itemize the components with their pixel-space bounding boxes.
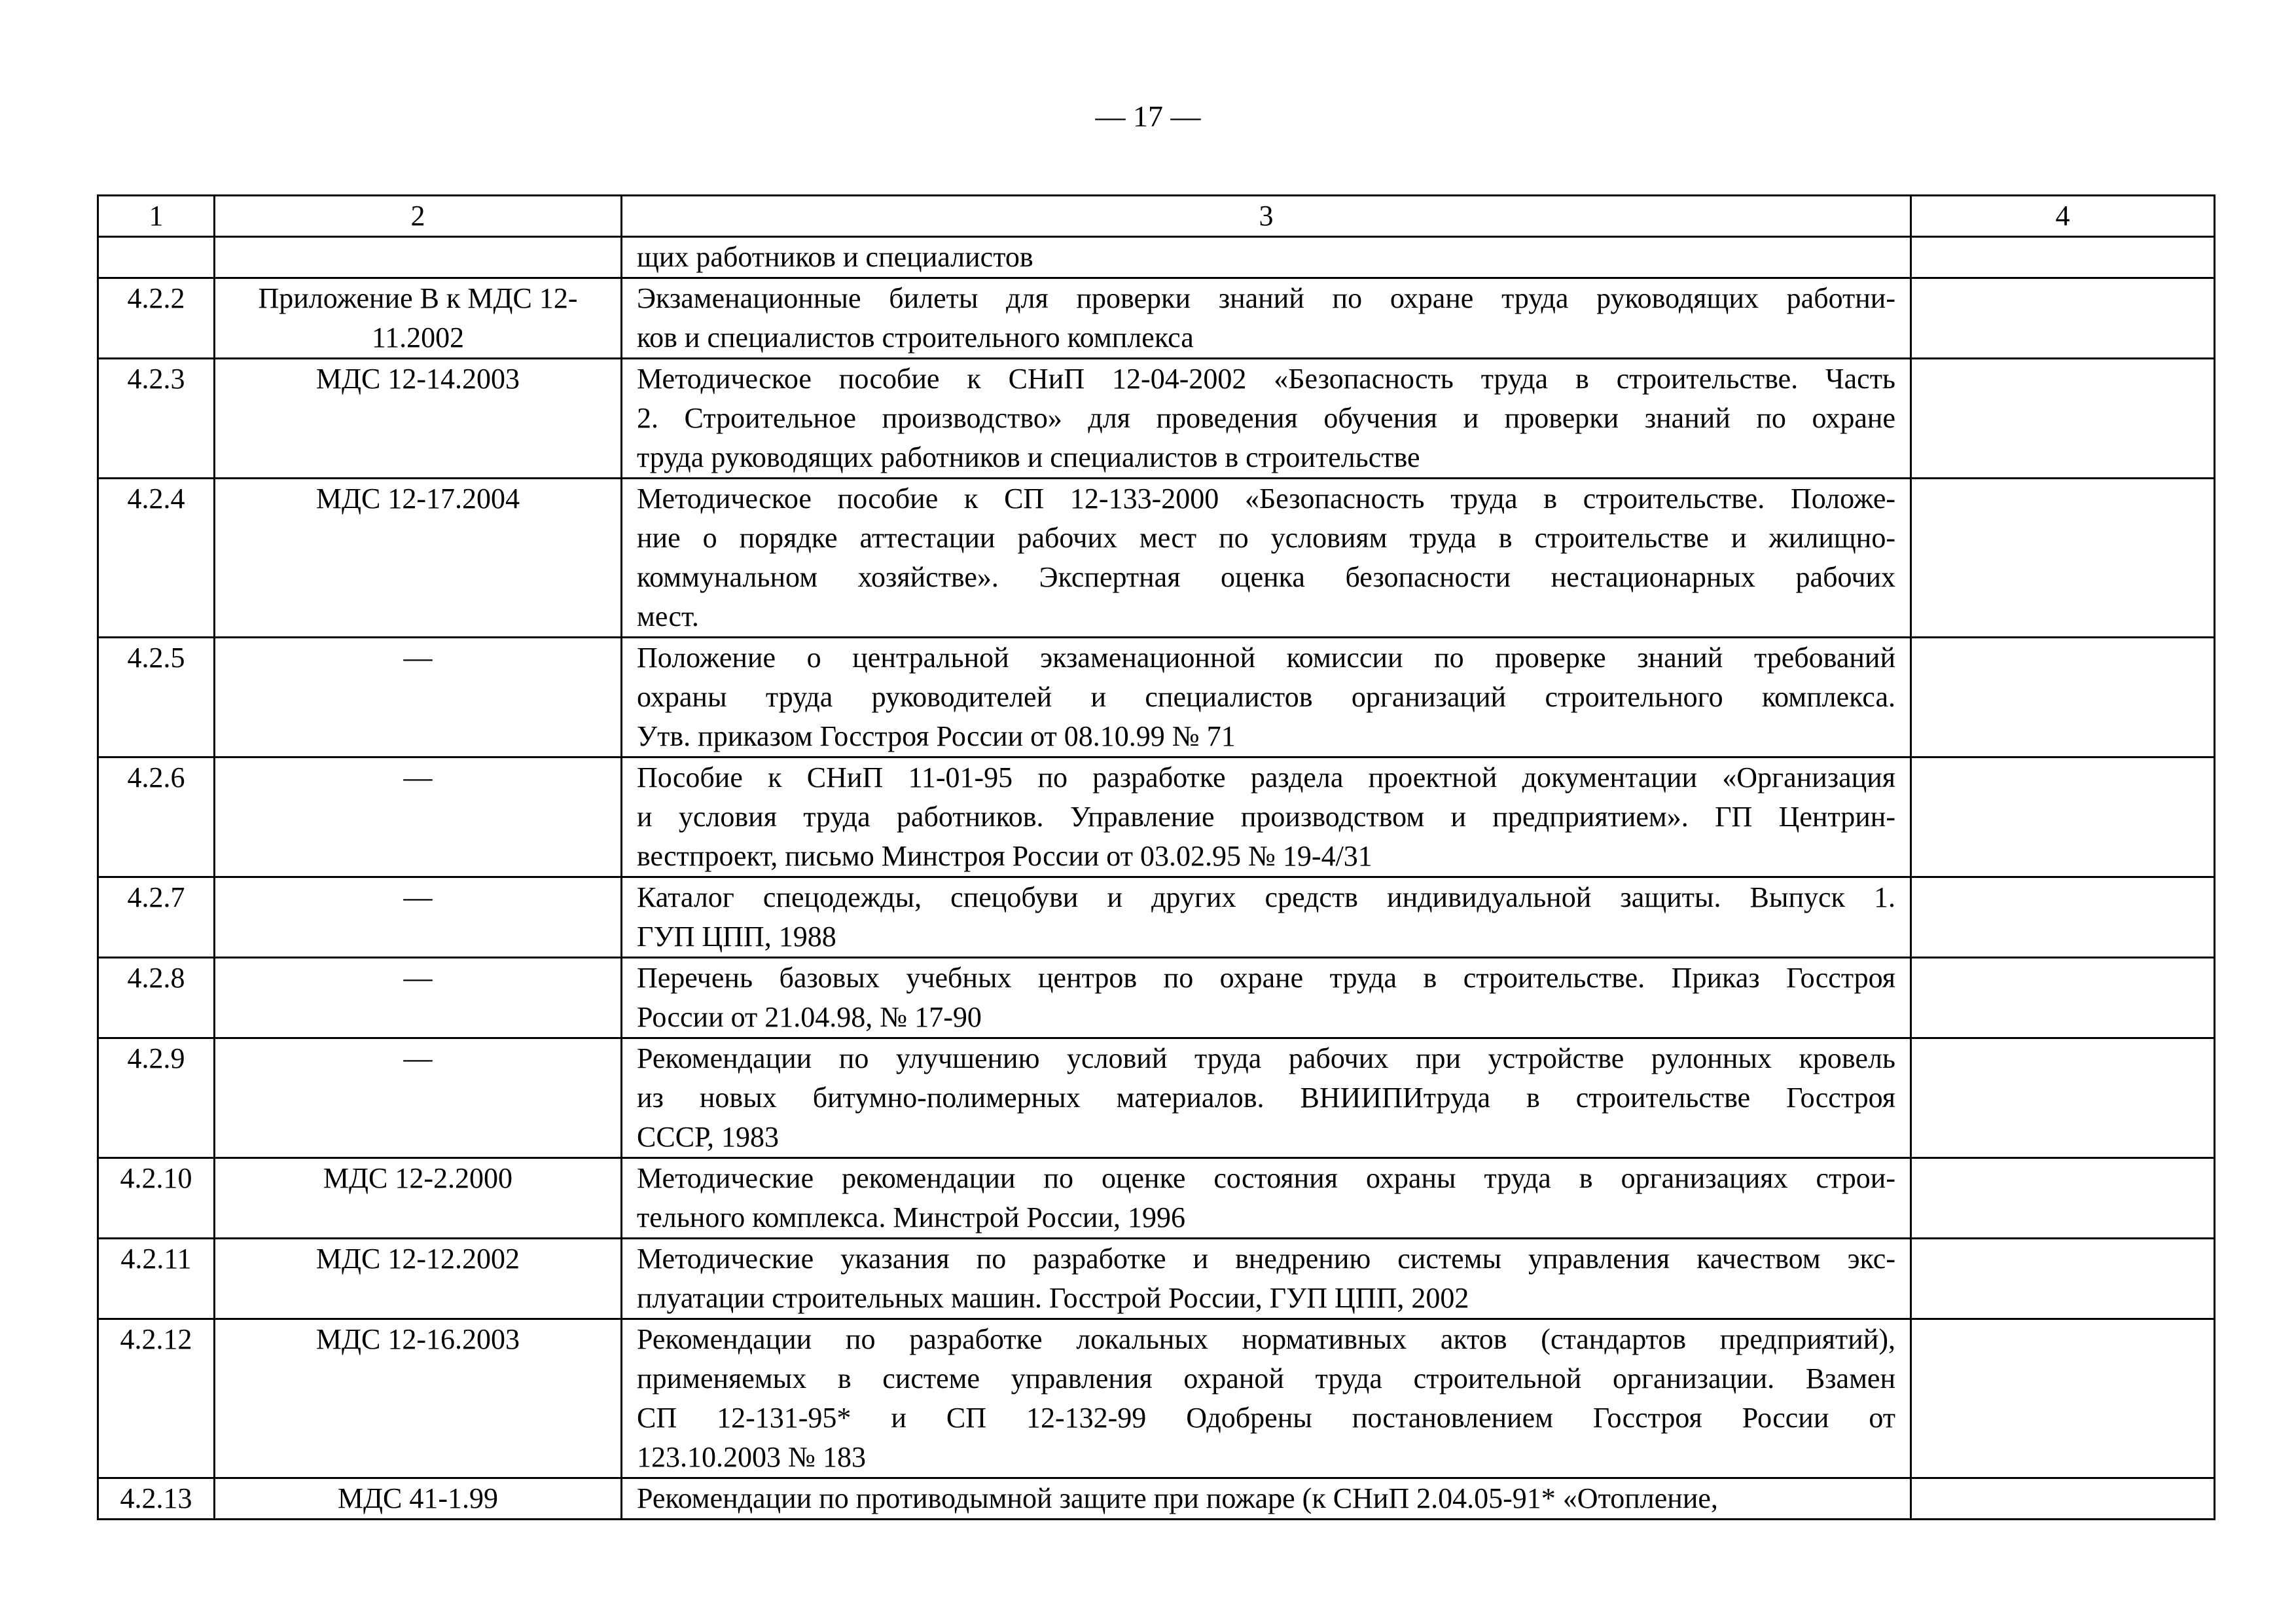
title-line: 2. Строительное производство» для проведения обучения и проверки знаний по охране: [637, 402, 1895, 434]
title-line: Рекомендации по разработке локальных нормативных актов (стандартов предприятий),: [637, 1323, 1895, 1355]
page-number: — 17 —: [1095, 100, 1201, 133]
column-header-4: 4: [1911, 196, 2215, 237]
title-line: тельного комплекса. Минстрой России, 1996: [637, 1201, 1186, 1233]
row-number: 4.2.8: [98, 958, 215, 1038]
row-note: [1911, 757, 2215, 877]
document-title: [622, 757, 1911, 877]
row-note: [1911, 1038, 2215, 1158]
table-row: [98, 757, 2215, 877]
table-row: [98, 638, 2215, 757]
row-number: 4.2.10: [98, 1158, 215, 1239]
title-line: труда руководящих работников и специалистов в строительстве: [637, 441, 1420, 473]
title-line: Пособие к СНиП 11-01-95 по разработке раздела проектной документации «Организация: [637, 761, 1895, 793]
column-header-3: 3: [622, 196, 1911, 237]
title-line: ние о порядке аттестации рабочих мест по условиям труда в строительстве и жилищно-: [637, 522, 1895, 554]
document-code: МДС 12-12.2002: [215, 1239, 622, 1319]
title-line: ков и специалистов строительного комплекса: [637, 321, 1194, 354]
title-line: Рекомендации по противодымной защите при пожаре (к СНиП 2.04.05-91* «Отопление,: [637, 1482, 1718, 1514]
document-title: [622, 638, 1911, 757]
document-code: МДС 12-2.2000: [215, 1158, 622, 1239]
document-title: [622, 237, 1911, 278]
row-number: 4.2.9: [98, 1038, 215, 1158]
document-code: Приложение В к МДС 12-11.2002: [215, 278, 622, 359]
document-code: —: [215, 638, 622, 757]
row-number: 4.2.4: [98, 479, 215, 638]
document-code: —: [215, 877, 622, 958]
title-line: и условия труда работников. Управление производством и предприятием». ГП Центрин-: [637, 801, 1895, 833]
title-line: ГУП ЦПП, 1988: [637, 921, 836, 953]
title-line: Рекомендации по улучшению условий труда рабочих при устройстве рулонных кровель: [637, 1042, 1895, 1074]
document-title: [622, 278, 1911, 359]
row-note: [1911, 1478, 2215, 1520]
document-title: [622, 1158, 1911, 1239]
document-code: [215, 237, 622, 278]
document-table: [97, 194, 2215, 1520]
table-row: [98, 1319, 2215, 1478]
title-line: 123.10.2003 № 183: [637, 1441, 866, 1473]
row-note: [1911, 278, 2215, 359]
document-title: [622, 479, 1911, 638]
row-number: 4.2.5: [98, 638, 215, 757]
title-line: охраны труда руководителей и специалистов организаций строительного комплекса.: [637, 681, 1895, 713]
row-number: 4.2.11: [98, 1239, 215, 1319]
column-header-1: 1: [98, 196, 215, 237]
table-row: [98, 359, 2215, 479]
row-note: [1911, 1239, 2215, 1319]
row-note: [1911, 359, 2215, 479]
document-title: [622, 359, 1911, 479]
title-line: Методические указания по разработке и внедрению системы управления качеством экс-: [637, 1243, 1895, 1275]
document-code: —: [215, 958, 622, 1038]
title-line: Методическое пособие к СП 12-133-2000 «Безопасность труда в строительстве. Положе-: [637, 483, 1895, 515]
document-code: МДС 12-17.2004: [215, 479, 622, 638]
table-row: [98, 958, 2215, 1038]
title-line: Каталог спецодежды, спецобуви и других средств индивидуальной защиты. Выпуск 1.: [637, 881, 1895, 913]
row-note: [1911, 1158, 2215, 1239]
table-row: [98, 1239, 2215, 1319]
table-row: [98, 278, 2215, 359]
table-row: [98, 1158, 2215, 1239]
table-header-row: [98, 196, 2215, 237]
table-row: [98, 237, 2215, 278]
table-row: [98, 1038, 2215, 1158]
title-line: мест.: [637, 600, 699, 632]
title-line: СП 12-131-95* и СП 12-132-99 Одобрены постановлением Госстроя России от: [637, 1402, 1895, 1434]
title-line: из новых битумно-полимерных материалов. ВНИИПИтруда в строительстве Госстроя: [637, 1082, 1895, 1114]
title-line: Утв. приказом Госстроя России от 08.10.99 № 71: [637, 720, 1236, 752]
row-note: [1911, 877, 2215, 958]
title-line: плуатации строительных машин. Госстрой России, ГУП ЦПП, 2002: [637, 1282, 1469, 1314]
row-note: [1911, 479, 2215, 638]
row-number: 4.2.3: [98, 359, 215, 479]
table-row: [98, 1478, 2215, 1520]
title-line: России от 21.04.98, № 17-90: [637, 1001, 982, 1033]
title-line: Экзаменационные билеты для проверки знаний по охране труда руководящих работни-: [637, 282, 1895, 314]
title-line: Методические рекомендации по оценке состояния охраны труда в организациях строи-: [637, 1162, 1895, 1194]
title-line: Перечень базовых учебных центров по охране труда в строительстве. Приказ Госстроя: [637, 962, 1895, 994]
document-title: [622, 1239, 1911, 1319]
column-header-2: 2: [215, 196, 622, 237]
document-code: —: [215, 757, 622, 877]
row-number: 4.2.13: [98, 1478, 215, 1520]
row-number: 4.2.12: [98, 1319, 215, 1478]
table-row: [98, 479, 2215, 638]
document-code: МДС 12-16.2003: [215, 1319, 622, 1478]
document-title: [622, 1478, 1911, 1520]
document-title: [622, 877, 1911, 958]
document-code: МДС 41-1.99: [215, 1478, 622, 1520]
document-title: [622, 1319, 1911, 1478]
row-note: [1911, 958, 2215, 1038]
title-line: СССР, 1983: [637, 1121, 780, 1153]
row-number: 4.2.7: [98, 877, 215, 958]
row-note: [1911, 1319, 2215, 1478]
title-line: Положение о центральной экзаменационной комиссии по проверке знаний требований: [637, 642, 1895, 674]
row-number: 4.2.6: [98, 757, 215, 877]
document-code: —: [215, 1038, 622, 1158]
row-note: [1911, 638, 2215, 757]
table-row: [98, 877, 2215, 958]
row-number: 4.2.2: [98, 278, 215, 359]
document-title: [622, 958, 1911, 1038]
document-code: МДС 12-14.2003: [215, 359, 622, 479]
title-line: коммунальном хозяйстве». Экспертная оценка безопасности нестационарных рабочих: [637, 561, 1895, 593]
document-title: [622, 1038, 1911, 1158]
title-line: вестпроект, письмо Минстроя России от 03.02.95 № 19-4/31: [637, 840, 1372, 872]
row-number: [98, 237, 215, 278]
title-line: Методическое пособие к СНиП 12-04-2002 «Безопасность труда в строительстве. Часть: [637, 363, 1895, 395]
row-note: [1911, 237, 2215, 278]
title-line: применяемых в системе управления охраной труда строительной организации. Взамен: [637, 1362, 1895, 1395]
title-line: щих работников и специалистов: [637, 241, 1033, 273]
